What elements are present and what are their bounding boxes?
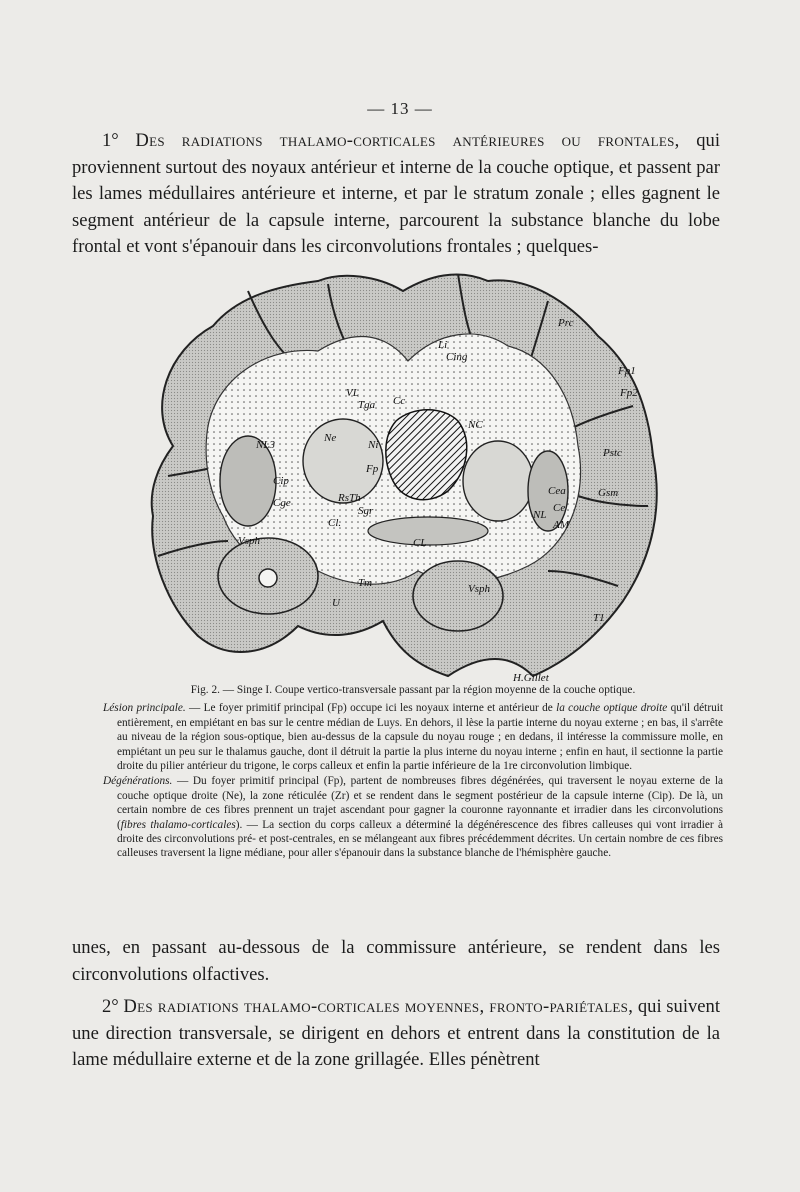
label-sgr: Sgr [358,505,374,517]
label-u: U [332,597,340,609]
figure-caption [103,683,723,862]
bottom-paragraphs [72,935,720,1074]
label-ne: Ne [324,432,337,444]
section-heading: Des radiations thalamo-corticales antérieures ou frontales, [135,130,680,151]
top-paragraph [72,128,720,261]
brain-section-illustration [128,256,678,696]
label-am: AM [553,519,569,531]
label-cge: Cge [273,497,291,509]
page-number: — 13 — [367,99,433,118]
label-tga: Tga [358,399,376,411]
label-rsth: RsTh [338,492,361,504]
paragraph-text-2: qui suivent une direction transversale, se dirigent en dehors et entrent dans la constitution de la lame médullaire externe et de la zone grillagée. Elles pénètrent [72,996,720,1071]
label-ni: Ni [368,439,379,451]
degen-label: Dégénérations. [103,775,173,788]
paragraph-text: qui proviennent surtout des noyaux antérieur et interne de la couche optique, et passent par les lames médullaires antérieure et interne, et par le stratum zonale ; elles gagnent le segment antérieur de la capsule interne, parcourent la substance blanche du lobe frontal et vont s'épanouir dans les circonvolutions frontales ; quelques- [72,130,721,258]
caption-lesion: Lésion principale. — Le foyer primitif principal (Fp) occupe ici les noyaux interne et antérieur de la couche optique droite qu'il détruit entièrement, en empiétant en bas sur le centre médian de Luys. En dehors, il lèse la partie interne du noyau externe ; en bas, il s'arrête au niveau de la région sous-optique, bien au-dessus de la capsule du noyau rouge ; en dedans, il intéresse la commissure molle, en empiétant un peu sur le thalamus gauche, dont il détruit la partie la plus interne du noyau interne ; enfin en haut, il sectionne la partie droite du pilier antérieur du trigone, le corps calleux et enfin la partie inférieure de la 1re circonvolution limbique. [103,702,724,773]
label-vsph-right: Vsph [468,583,490,595]
label-fp1: Fp1 [618,365,636,377]
label-pstc: Pstc [603,447,622,459]
label-nc: NC [468,419,483,431]
label-t1: T1 [593,612,605,624]
label-fp: Fp [366,463,379,475]
label-prc: Prc [558,317,574,329]
label-nl3: NL3 [256,439,275,451]
label-tm: Tm [358,577,373,589]
label-nl: NL [533,509,547,521]
figure-signature: H.Gillet [513,672,549,684]
brain-section-figure [128,256,678,696]
continued-paragraph: unes, en passant au-dessous de la commissure antérieure, se rendent dans les circonvolutions olfactives. [72,937,720,985]
section-number: 1° [102,130,119,151]
label-ce: Ce [553,502,566,514]
label-li: Li [438,339,448,351]
label-cea: Cea [548,485,566,497]
section-number-2: 2° [102,996,119,1018]
label-cip: Cip [273,475,289,487]
label-cc: Cc [393,395,406,407]
label-cl-2: CL [413,537,427,549]
label-gsm: Gsm [598,487,619,499]
label-cl: Cl. [328,517,342,529]
label-fp2: Fp2 [620,387,638,399]
caption-degenerations: Dégénérations. — Du foyer primitif principal (Fp), partent de nombreuses fibres dégénérées, qui traversent le noyau externe de la couche optique droite (Ne), la zone réticulée (Zr) et se rendent dans le segment postérieur de la capsule interne (Cip). De là, un certain nombre de ces fibres prennent un trajet ascendant pour gagner la couronne rayonnante et irradier dans les circonvolutions (fibres thalamo-corticales). — La section du corps calleux a déterminé la dégénérescence des fibres calleuses qui vont irradier à droite des circonvolutions pré- et post-centrales, en se mélangeant aux fibres précédemment décrites. Un certain nombre de ces fibres calleuses traversent la ligne médiane, pour aller s'épanouir dans la substance blanche de l'hémisphère gauche. [103,775,723,860]
section-heading-2: Des radiations thalamo-corticales moyennes, fronto-pariétales, [123,996,634,1018]
label-vsph-left: Vsph [238,535,260,547]
lesion-label: Lésion principale. [103,702,186,715]
label-vl: VL [346,387,359,399]
second-section [72,994,720,1074]
label-cing: Cing [446,351,468,363]
caption-title: Fig. 2. — Singe I. Coupe vertico-transversale passant par la région moyenne de la couche optique. [190,684,636,696]
